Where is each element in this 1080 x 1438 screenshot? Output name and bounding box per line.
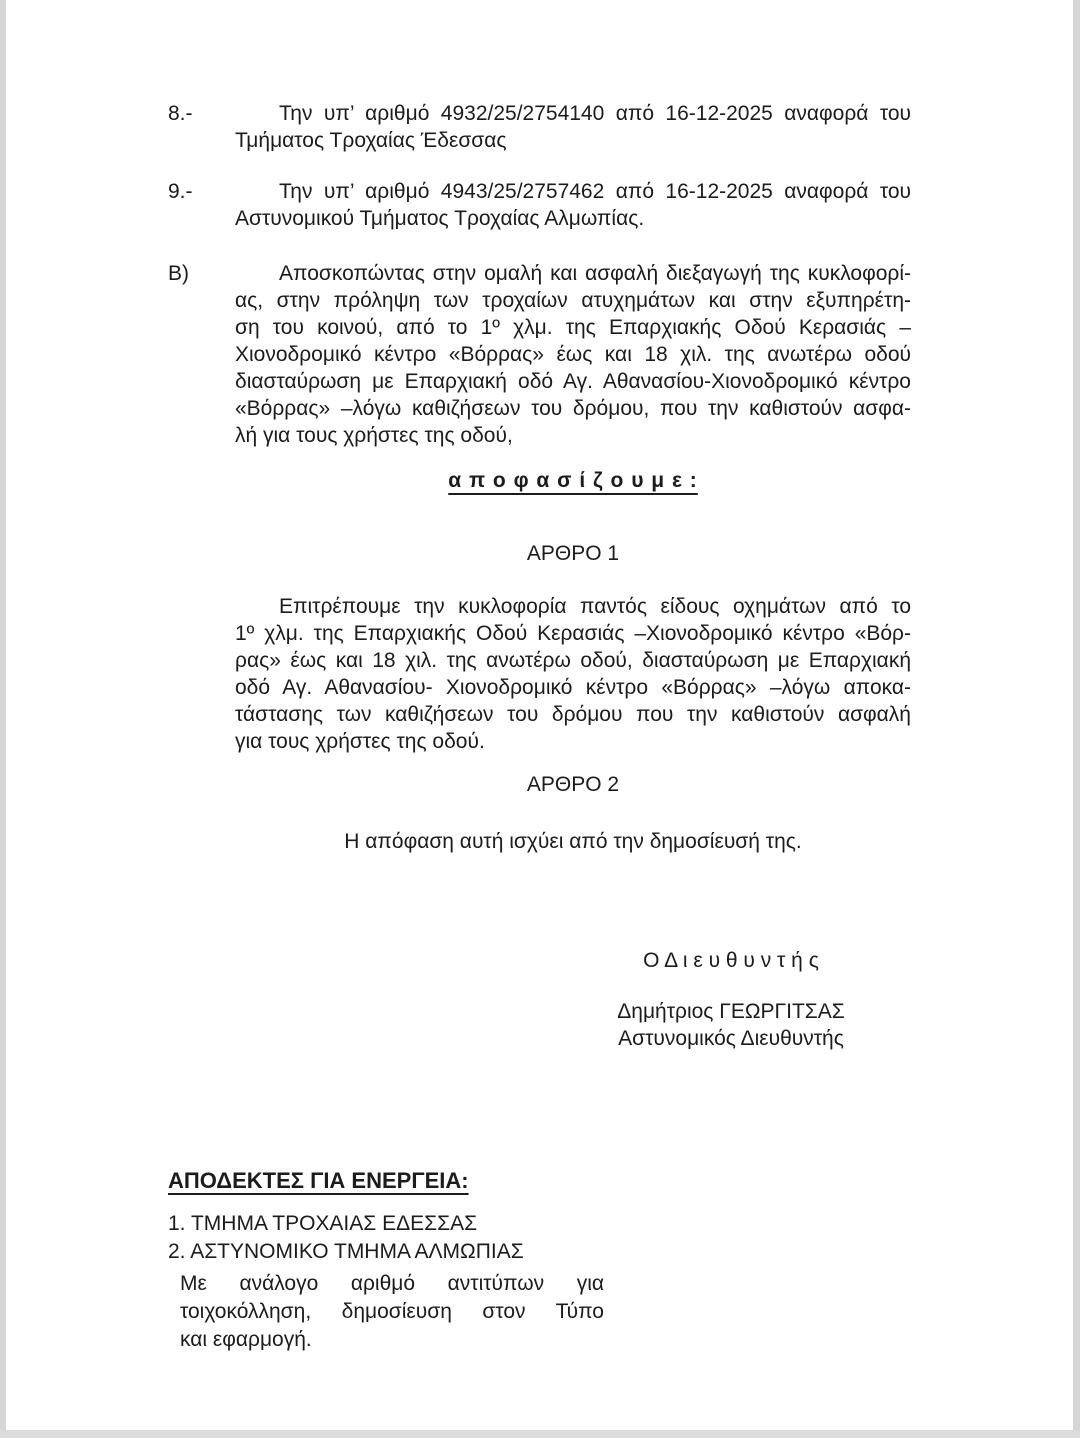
recipients-heading — [168, 1167, 1080, 1194]
signatory-name: Δημήτριος ΓΕΩΡΓΙΤΣΑΣ — [617, 1000, 845, 1023]
text-line: για τους χρήστες της οδού. — [235, 730, 485, 753]
signatory-title: Αστυνομικός Διευθυντής — [618, 1027, 844, 1050]
text-line: οδό Αγ. Αθανασίου- Χιονοδρομικό κέντρο «Βόρρας» –λόγω αποκα- — [235, 676, 911, 699]
signatory-role: Ο Δ ι ε υ θ υ ν τ ή ς — [643, 949, 819, 972]
text-line: διασταύρωση με Επαρχιακή οδό Αγ. Αθανασίου-Χιονοδρομικό κέντρο — [235, 370, 911, 393]
text-line: ας, στην πρόληψη των τροχαίων ατυχημάτων και στην εξυπηρέτη- — [235, 289, 911, 312]
text-line: «Βόρρας» –λόγω καθιζήσεων του δρόμου, που την καθιστούν ασφα- — [235, 397, 911, 420]
text-line: και εφαρμογή. — [180, 1328, 312, 1351]
signature-block — [551, 947, 911, 1052]
decision-heading-text: α π ο φ α σ ί ζ ο υ μ ε : — [448, 469, 698, 492]
text-line: Αποσκοπώντας στην ομαλή και ασφαλή διεξαγωγή της κυκλοφορί- — [279, 262, 911, 285]
item-8-text — [235, 100, 911, 154]
recipients-list — [168, 1210, 1080, 1266]
scan-edge-bottom — [0, 1430, 1080, 1438]
text-line: τάστασης των καθιζήσεων του δρόμου που την καθιστούν ασφαλή — [235, 703, 911, 726]
text-line: λή για τους χρήστες της οδού, — [235, 424, 513, 447]
section-b — [168, 260, 1080, 449]
text-line: Χιονοδρομικό κέντρο «Βόρρας» έως και 18 χιλ. της ανωτέρω οδού — [235, 343, 911, 366]
text-line: ρας» έως και 18 χιλ. της ανωτέρω οδού, διασταύρωση με Επαρχιακή — [235, 649, 911, 672]
text-line: Τμήματος Τροχαίας Έδεσσας — [235, 129, 507, 152]
reference-item-8 — [168, 100, 1080, 154]
text-line: Με ανάλογο αριθμό αντιτύπων για — [180, 1272, 604, 1295]
article-2-body: Η απόφαση αυτή ισχύει από την δημοσίευσή της. — [344, 830, 802, 853]
reference-item-9 — [168, 178, 1080, 232]
recipients-heading-text: ΑΠΟΔΕΚΤΕΣ ΓΙΑ ΕΝΕΡΓΕΙΑ: — [168, 1168, 469, 1193]
recipient-1: 1. ΤΜΗΜΑ ΤΡΟΧΑΙΑΣ ΕΔΕΣΣΑΣ — [168, 1212, 478, 1235]
section-b-marker: Β) — [168, 262, 189, 285]
decision-heading — [235, 467, 911, 494]
section-b-text — [235, 260, 911, 449]
article-1-title: ΑΡΘΡΟ 1 — [526, 542, 620, 565]
text-line: Την υπ’ αριθμό 4943/25/2757462 από 16-12-2025 αναφορά του — [279, 180, 911, 203]
recipients-section — [168, 1167, 1080, 1354]
item-9-marker: 9.- — [168, 180, 193, 203]
article-2-title: ΑΡΘΡΟ 2 — [526, 773, 620, 796]
text-line: Αστυνομικού Τμήματος Τροχαίας Αλμωπίας. — [235, 207, 645, 230]
recipients-note — [180, 1270, 604, 1354]
article-1-paragraph — [235, 593, 911, 755]
text-line: ση του κοινού, από το 1º χλμ. της Επαρχιακής Οδού Κερασιάς – — [235, 316, 911, 339]
text-line: 1º χλμ. της Επαρχιακής Οδού Κερασιάς –Χιονοδρομικό κέντρο «Βόρ- — [235, 622, 911, 645]
text-line: Επιτρέπουμε την κυκλοφορία παντός είδους οχημάτων από το — [279, 595, 911, 618]
item-8-marker: 8.- — [168, 102, 193, 125]
text-line: τοιχοκόλληση, δημοσίευση στον Τύπο — [180, 1300, 604, 1323]
item-9-text — [235, 178, 911, 232]
text-line: Την υπ’ αριθμό 4932/25/2754140 από 16-12-2025 αναφορά του — [279, 102, 911, 125]
recipient-2: 2. ΑΣΤΥΝΟΜΙΚΟ ΤΜΗΜΑ ΑΛΜΩΠΙΑΣ — [168, 1240, 524, 1263]
